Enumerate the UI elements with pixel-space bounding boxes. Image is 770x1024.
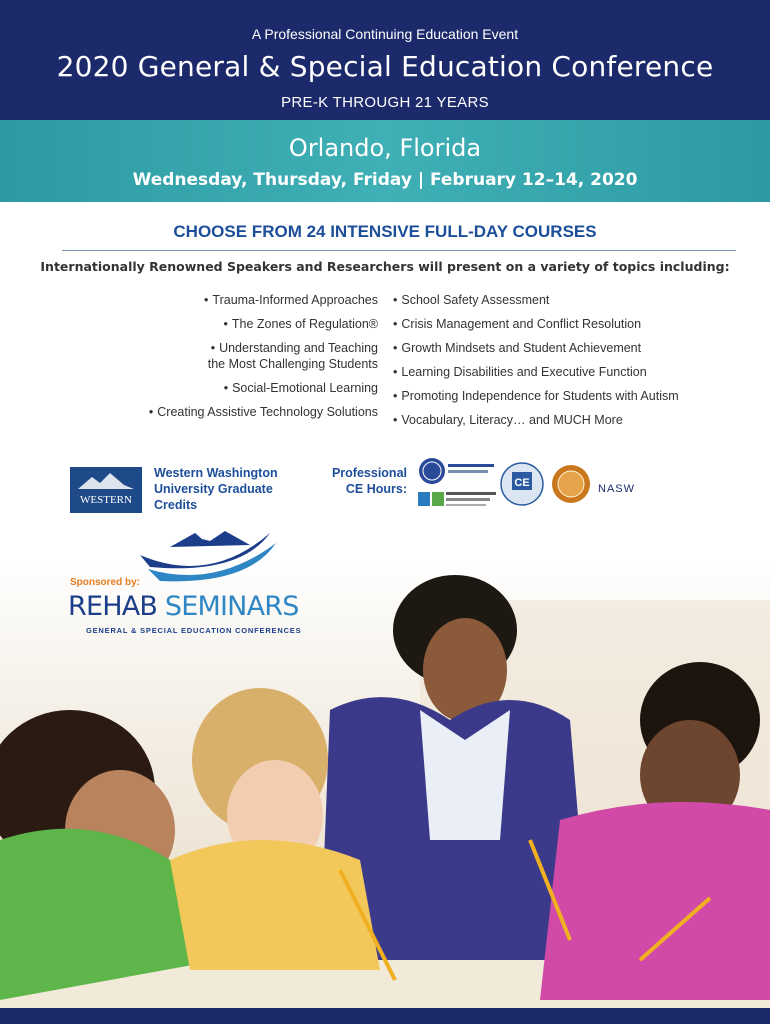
courses-heading: CHOOSE FROM 24 INTENSIVE FULL-DAY COURSES [173, 222, 597, 241]
gold-seal-icon [551, 464, 591, 509]
svg-text:CE: CE [514, 477, 530, 489]
apa-logo-icon [418, 490, 446, 515]
event-kicker: A Professional Continuing Education Event [251, 26, 519, 42]
topic-item: • Promoting Independence for Students with Autism [393, 389, 679, 403]
svg-text:NASW: NASW [598, 483, 635, 495]
topic-item: • Vocabulary, Literacy… and MUCH More [393, 413, 623, 427]
nasw-logo [598, 480, 642, 501]
topic-item: • Social-Emotional Learning [223, 381, 378, 395]
footer-bar [0, 1008, 770, 1024]
blue-seal-icon [418, 457, 446, 490]
topic-item: • The Zones of Regulation® [223, 317, 378, 331]
topics-left-column [100, 292, 378, 428]
topic-item: • Understanding and Teaching the Most Challenging Students [207, 341, 378, 371]
western-university-logo [70, 467, 142, 513]
apa-text-logo [446, 490, 496, 515]
rehab-seminars-wordmark: REHAB SEMINARS [68, 591, 299, 622]
topics-right-column [393, 292, 723, 436]
western-logo-text: WESTERN [80, 494, 132, 506]
event-dates: Wednesday, Thursday, Friday | February 12–14, 2020 [132, 170, 638, 190]
topic-item: • Growth Mindsets and Student Achievement [393, 341, 642, 355]
ce-hours-label: Professional CE Hours: [331, 466, 407, 496]
accreditation-text-logo [448, 462, 494, 483]
age-range-subtitle: PRE-K THROUGH 21 YEARS [281, 94, 489, 111]
topic-item: • School Safety Assessment [393, 293, 550, 307]
sponsored-by-label: Sponsored by: [70, 577, 141, 588]
rehab-seminars-tagline: GENERAL & SPECIAL EDUCATION CONFERENCES [86, 626, 302, 635]
ce-approved-seal-icon [500, 462, 544, 511]
topic-item: • Trauma-Informed Approaches [204, 293, 378, 307]
topic-item: • Learning Disabilities and Executive Function [393, 365, 647, 379]
conference-title: 2020 General & Special Education Conference [56, 50, 714, 83]
location-band [0, 120, 770, 202]
topic-item: • Creating Assistive Technology Solutions [148, 405, 378, 419]
city-heading: Orlando, Florida [288, 134, 482, 162]
topic-item: • Crisis Management and Conflict Resolution [393, 317, 642, 331]
western-credits-text: Western Washington University Graduate Credits [154, 466, 278, 512]
courses-intro: Internationally Renowned Speakers and Researchers will present on a variety of topics including: [40, 259, 730, 274]
rehab-seminars-logo-icon [140, 527, 280, 587]
section-divider [62, 250, 736, 251]
header-band [0, 0, 770, 120]
